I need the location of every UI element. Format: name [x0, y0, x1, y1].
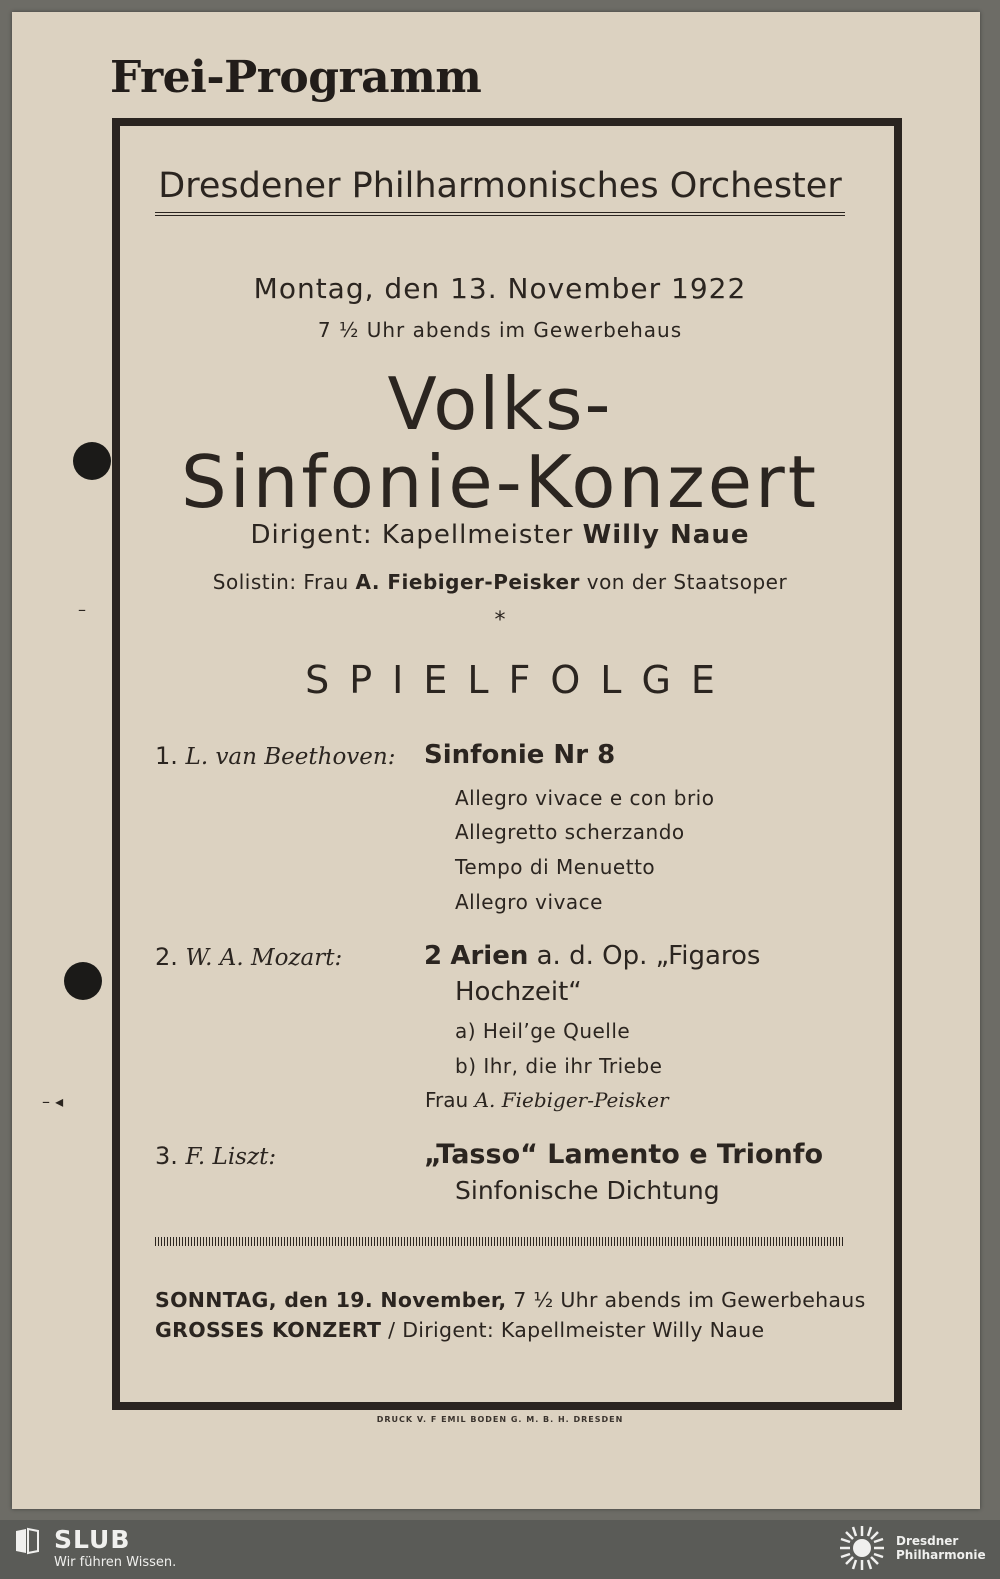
separator: /: [388, 1318, 396, 1342]
philharmonie-line1: Dresdner: [896, 1534, 959, 1548]
conductor-name: Willy Naue: [582, 520, 750, 550]
performer-line: [425, 1088, 669, 1112]
performer-prefix: Frau: [425, 1088, 469, 1112]
movement: Allegro vivace: [455, 890, 603, 914]
concert-title-line2: Sinfonie-Konzert: [181, 440, 819, 524]
philharmonie-name: [896, 1534, 986, 1562]
aria-part: b) Ihr, die ihr Triebe: [455, 1054, 663, 1078]
philharmonie-line2: Philharmonie: [896, 1548, 986, 1562]
soloist-suffix: von der Staatsoper: [586, 570, 788, 594]
work-title: Sinfonie Nr 8: [424, 740, 616, 770]
conductor-line: [0, 520, 1000, 550]
soloist-line: [0, 570, 1000, 594]
divider-rule: [155, 1237, 845, 1246]
page-title: Frei-Programm: [110, 52, 482, 103]
slub-name: SLUB: [54, 1525, 131, 1554]
concert-time: 7 ½ Uhr abends im Gewerbehaus: [317, 318, 683, 342]
paper-mark: – ◂: [42, 1092, 64, 1111]
item-number: 1.: [155, 742, 178, 770]
concert-date: Montag, den 13. November 1922: [253, 272, 747, 305]
orchestra-name: Dresdener Philharmonisches Orchester: [155, 166, 845, 216]
conductor-prefix: Dirigent: Kapellmeister: [250, 520, 574, 550]
work-title-bold: Arien: [450, 941, 529, 971]
programme-item-2: [155, 943, 342, 971]
work-subtitle: Sinfonische Dichtung: [455, 1176, 720, 1205]
movement: Allegro vivace e con brio: [455, 786, 715, 810]
next-concert-line2: [155, 1318, 845, 1342]
performer-name: A. Fiebiger-Peisker: [474, 1088, 669, 1112]
next-concert-line1: [155, 1288, 866, 1312]
programme-heading: SPIELFOLGE: [305, 658, 735, 702]
sunburst-icon: [836, 1522, 888, 1574]
soloist-name: A. Fiebiger-Peisker: [355, 570, 580, 594]
composer-name: W. A. Mozart:: [185, 945, 343, 971]
book-icon: [14, 1527, 40, 1555]
item-number: 2.: [155, 943, 178, 971]
work-title: „Tasso“ Lamento e Trionfo: [424, 1139, 824, 1170]
composer-name: L. van Beethoven:: [185, 744, 396, 770]
next-concert-conductor: Dirigent: Kapellmeister Willy Naue: [402, 1318, 765, 1342]
movement: Tempo di Menuetto: [455, 855, 656, 879]
programme-item-3: [155, 1142, 276, 1170]
next-concert-date: SONNTAG, den 19. November,: [155, 1288, 507, 1312]
soloist-prefix: Solistin: Frau: [212, 570, 349, 594]
programme-item-1: [155, 742, 395, 770]
punch-hole-bottom: [64, 962, 102, 1000]
concert-title-line1: Volks-: [387, 362, 613, 446]
next-concert-title: GROSSES KONZERT: [155, 1318, 382, 1342]
aria-part: a) Heil’ge Quelle: [455, 1019, 631, 1043]
work-title-rest: a. d. Op. „Figaros: [536, 941, 761, 971]
star-divider: *: [494, 608, 506, 633]
slub-tagline: Wir führen Wissen.: [54, 1555, 177, 1570]
next-concert-time: 7 ½ Uhr abends im Gewerbehaus: [513, 1288, 866, 1312]
movement: Allegretto scherzando: [455, 820, 685, 844]
printer-imprint: DRUCK V. F EMIL BODEN G. M. B. H. DRESDEN: [376, 1415, 624, 1424]
work-count: 2: [424, 941, 443, 971]
composer-name: F. Liszt:: [185, 1144, 277, 1170]
item-number: 3.: [155, 1142, 178, 1170]
work-title-line2: Hochzeit“: [455, 977, 582, 1007]
work-title: [424, 941, 760, 971]
paper-mark: –: [78, 600, 86, 619]
